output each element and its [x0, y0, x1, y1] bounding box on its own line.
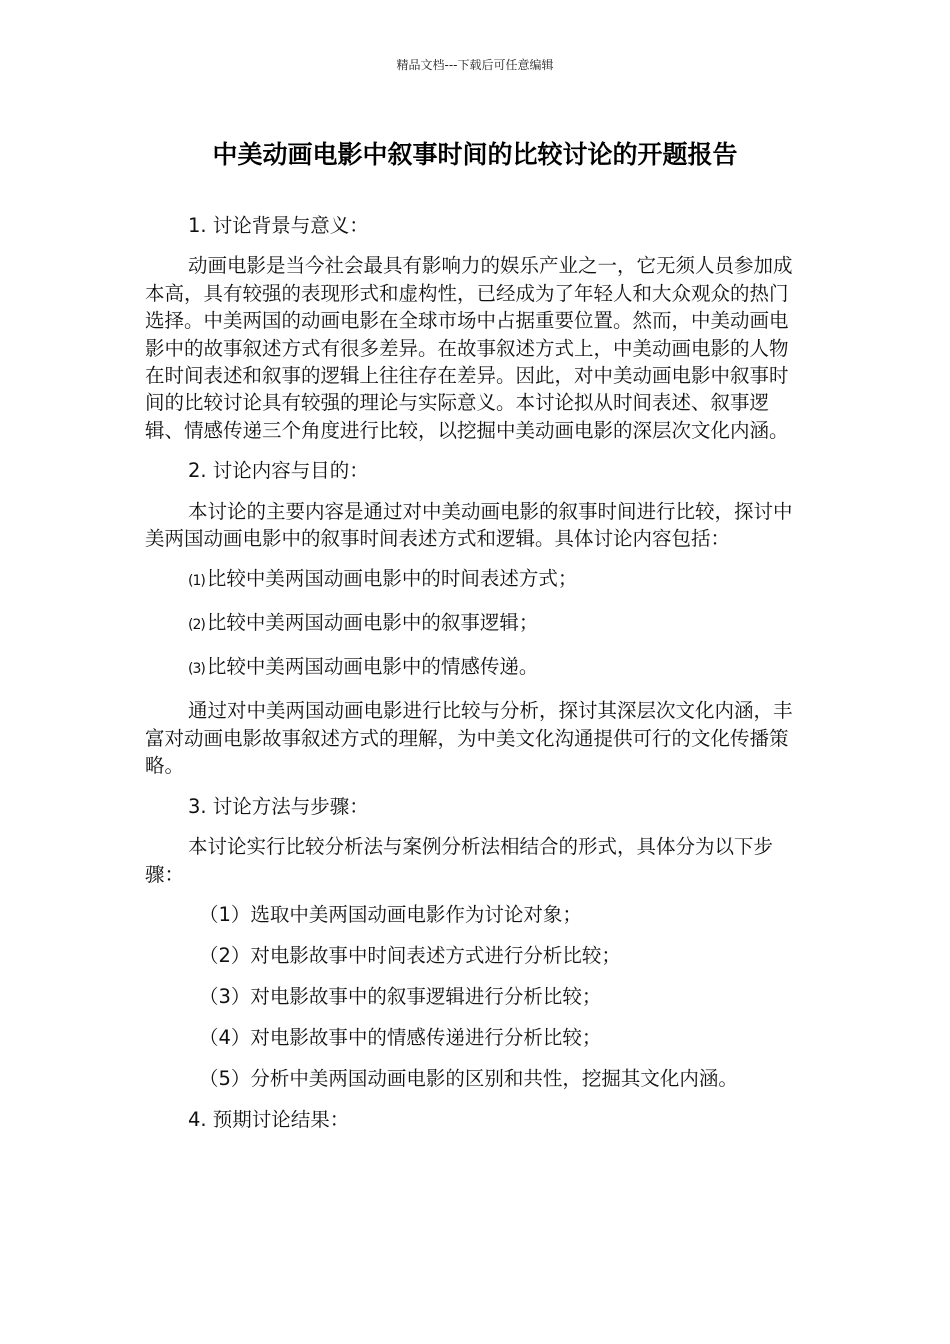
content-list-item [145, 653, 800, 683]
document-body [145, 212, 800, 1146]
section-heading-content: 2. 讨论内容与目的： [188, 459, 369, 483]
content-list-item [145, 565, 800, 595]
method-paragraph: 本讨论实行比较分析法与案例分析法相结合的形式，具体分为以下步骤： [145, 835, 774, 886]
list-item-number: (2) [188, 617, 205, 634]
section-heading-method: 3. 讨论方法与步骤： [188, 794, 369, 818]
content-list-item [145, 609, 800, 639]
method-step: （1）选取中美两国动画电影作为讨论对象； [199, 902, 582, 926]
section-heading-results: 4. 预期讨论结果： [188, 1107, 350, 1131]
method-step: （5）分析中美两国动画电影的区别和共性，挖掘其文化内涵。 [199, 1066, 738, 1090]
section-heading-background: 1. 讨论背景与意义： [188, 214, 369, 237]
list-item-number: (1) [188, 573, 205, 590]
content-closing-paragraph: 通过对中美两国动画电影进行比较与分析，探讨其深层次文化内涵，丰富对动画电影故事叙述方式的理解，为中美文化沟通提供可行的文化传播策略。 [145, 699, 793, 778]
document-title: 中美动画电影中叙事时间的比较讨论的开题报告 [212, 140, 738, 169]
method-step: （3）对电影故事中的叙事逻辑进行分析比较； [199, 984, 602, 1008]
list-item-text: 比较中美两国动画电影中的时间表述方式； [206, 567, 578, 591]
background-paragraph: 动画电影是当今社会最具有影响力的娱乐产业之一，它无须人员参加成本高，具有较强的表现形式和虚构性，已经成为了年轻人和大众观众的热门选择。中美两国的动画电影在全球市场中占据重要位置。然而，中美动画电影中的故事叙述方式有很多差异。在故事叙述方式上，中美动画电影的人物在时间表述和叙事的逻辑上往往存在差异。因此，对中美动画电影中叙事时间的比较讨论具有较强的理论与实际意义。本讨论拟从时间表述、叙事逻辑、情感传递三个角度进行比较，以挖掘中美动画电影的深层次文化内涵。 [145, 254, 793, 442]
method-step: （2）对电影故事中时间表述方式进行分析比较； [199, 943, 621, 967]
content-paragraph: 本讨论的主要内容是通过对中美动画电影的叙事时间进行比较，探讨中美两国动画电影中的叙事时间表述方式和逻辑。具体讨论内容包括： [145, 499, 793, 551]
list-item-text: 比较中美两国动画电影中的叙事逻辑； [206, 611, 539, 635]
list-item-number: (3) [188, 661, 205, 678]
header-note: 精品文档---下载后可任意编辑 [396, 58, 554, 72]
list-item-text: 比较中美两国动画电影中的情感传递。 [206, 655, 539, 679]
method-step: （4）对电影故事中的情感传递进行分析比较； [199, 1025, 602, 1049]
